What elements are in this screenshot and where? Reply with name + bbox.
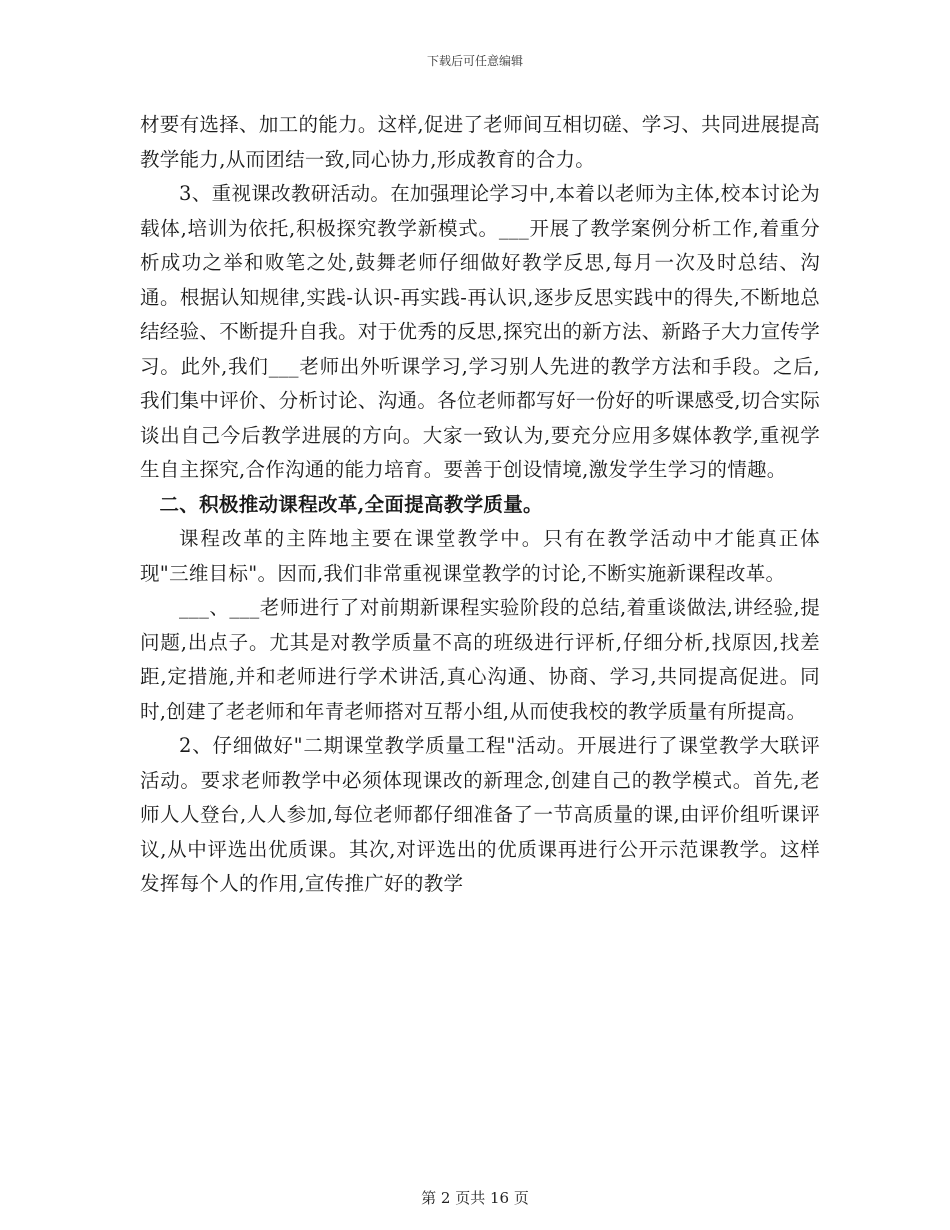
paragraph-curriculum-reform: 课程改革的主阵地主要在课堂教学中。只有在教学活动中才能真正体现"三维目标"。因而,我们非常重视课堂教学的讨论,不断实施新课程改革。 <box>140 527 820 585</box>
paragraph-continuation: 材要有选择、加工的能力。这样,促进了老师间互相切磋、学习、共同进展提高教学能力,从而团结一致,同心协力,形成教育的合力。 <box>140 113 820 171</box>
page-number: 第 2 页共 16 页 <box>421 1189 529 1207</box>
section-heading: 二、积极推动课程改革,全面提高教学质量。 <box>159 492 543 516</box>
document-body <box>140 108 820 902</box>
paragraph-teaching-research: 3、重视课改教研活动。在加强理论学习中,本着以老师为主体,校本讨论为载体,培训为依托,积极探究教学新模式。___开展了教学案例分析工作,着重分析成功之举和败笔之处,鼓舞老师仔细做好教学反思,每月一次及时总结、沟通。根据认知规律,实践-认识-再实践-再认识,逐步反思实践中的得失,不断地总结经验、不断提升自我。对于优秀的反思,探究出的新方法、新路子大力宣传学习。此外,我们___老师出外听课学习,学习别人先进的教学方法和手段。之后,我们集中评价、分析讨论、沟通。各位老师都写好一份好的听课感受,切合实际谈出自己今后教学进展的方向。大家一致认为,要充分应用多媒体教学,重视学生自主探究,合作沟通的能力培育。要善于创设情境,激发学生学习的情趣。 <box>140 182 820 481</box>
paragraph-teacher-summary: ___、___老师进行了对前期新课程实验阶段的总结,着重谈做法,讲经验,提问题,出点子。尤其是对教学质量不高的班级进行评析,仔细分析,找原因,找差距,定措施,并和老师进行学术讲活,真心沟通、协商、学习,共同提高促进。同时,创建了老老师和年青老师搭对互帮小组,从而使我校的教学质量有所提高。 <box>140 596 820 723</box>
page-header: 下载后可任意编辑 <box>426 54 523 68</box>
paragraph-quality-project: 2、仔细做好"二期课堂教学质量工程"活动。开展进行了课堂教学大联评活动。要求老师教学中必须体现课改的新理念,创建自己的教学模式。首先,老师人人登台,人人参加,每位老师都仔细准备了一节高质量的课,由评价组听课评议,从中评选出优质课。其次,对评选出的优质课再进行公开示范课教学。这样发挥每个人的作用,宣传推广好的教学 <box>140 734 820 895</box>
